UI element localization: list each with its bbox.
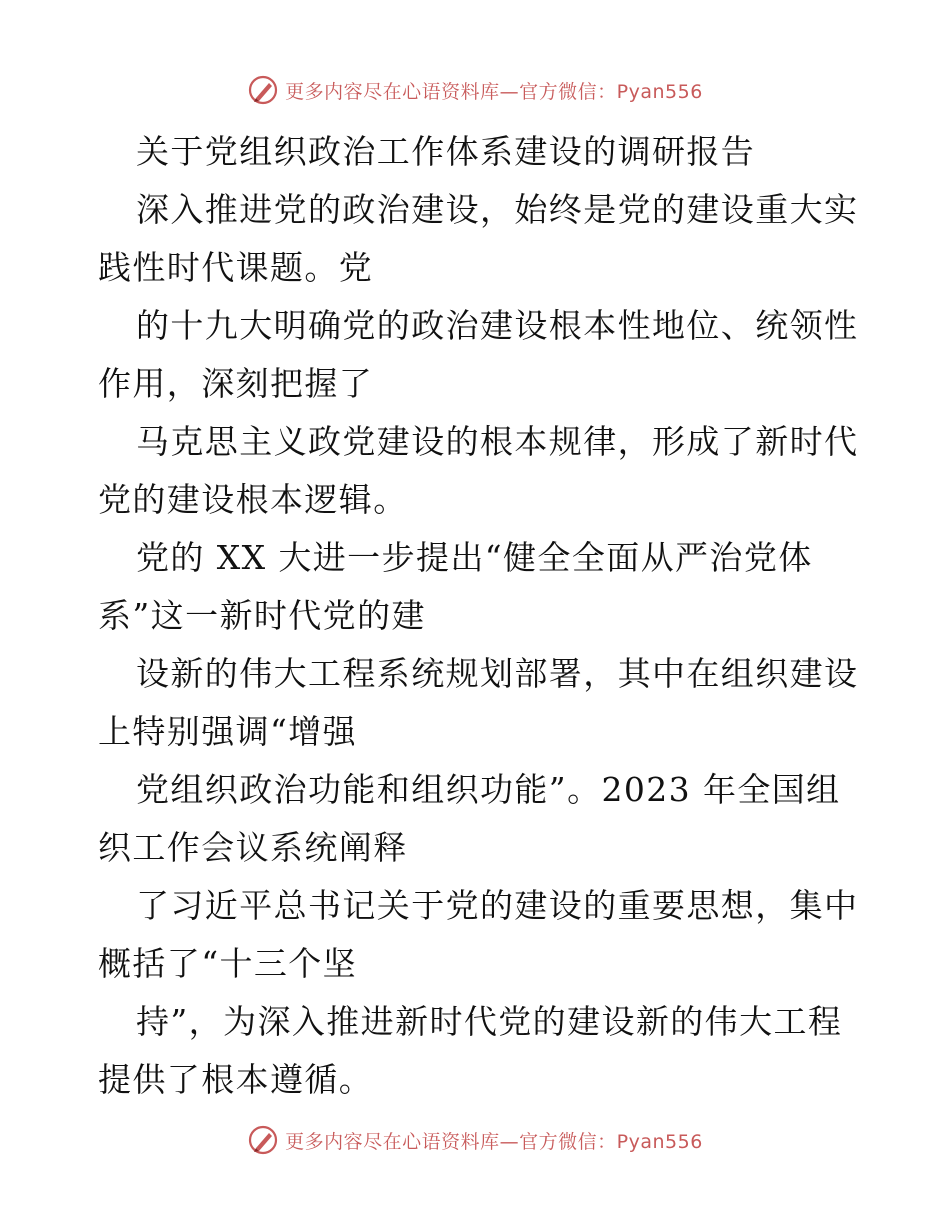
text-line: 概括了“十三个坚: [98, 944, 358, 983]
text-line: 党的建设根本逻辑。: [98, 480, 408, 519]
watermark-text: 更多内容尽在心语资料库—官方微信：Pyan556: [285, 80, 703, 103]
text-line: 持”，为深入推进新时代党的建设新的伟大工程: [136, 1002, 843, 1041]
document-lines: [98, 181, 858, 1109]
text-line: 织工作会议系统阐释: [98, 828, 408, 867]
document-title: 关于党组织政治工作体系建设的调研报告: [136, 132, 756, 171]
text-line: 提供了根本遵循。: [98, 1060, 374, 1099]
watermark-header: [0, 70, 950, 110]
watermark-text: 更多内容尽在心语资料库—官方微信：Pyan556: [285, 1130, 703, 1153]
text-line: 的十九大明确党的政治建设根本性地位、统领性: [136, 306, 859, 345]
text-line: 践性时代课题。党: [98, 248, 374, 287]
text-line: 深入推进党的政治建设，始终是党的建设重大实: [136, 190, 859, 229]
text-line: 上特别强调“增强: [98, 712, 358, 751]
text-line: 了习近平总书记关于党的建设的重要思想，集中: [136, 886, 859, 925]
text-line: 马克思主义政党建设的根本规律，形成了新时代: [136, 422, 859, 461]
watermark-footer: [0, 1120, 950, 1160]
document-body: [98, 123, 858, 1109]
text-line: 系”这一新时代党的建: [98, 596, 426, 635]
text-line: 设新的伟大工程系统规划部署，其中在组织建设: [136, 654, 859, 693]
pen-logo-icon: [247, 1124, 279, 1156]
text-line: 党组织政治功能和组织功能”。2023 年全国组: [136, 770, 841, 809]
text-line: 作用，深刻把握了: [98, 364, 374, 403]
text-line: 党的 XX 大进一步提出“健全全面从严治党体: [136, 538, 813, 577]
pen-logo-icon: [247, 74, 279, 106]
